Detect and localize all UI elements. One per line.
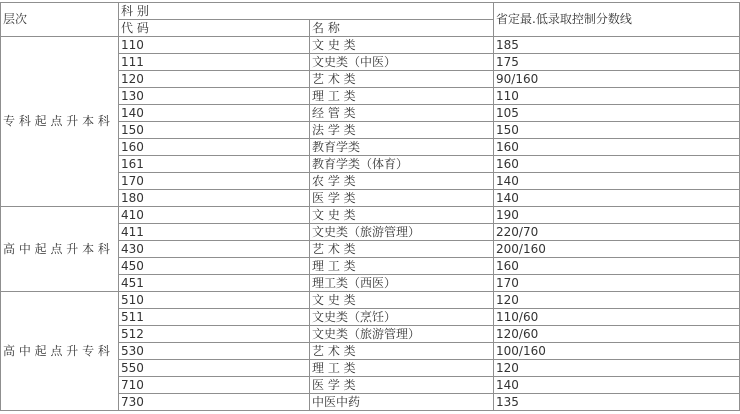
score-cell: 220/70 (494, 224, 740, 241)
name-cell: 理工类（西医） (310, 275, 494, 292)
score-cell: 175 (494, 54, 740, 71)
score-cell: 140 (494, 173, 740, 190)
name-cell: 文史类（旅游管理） (310, 224, 494, 241)
score-cell: 200/160 (494, 241, 740, 258)
score-cell: 120/60 (494, 326, 740, 343)
score-cell: 190 (494, 207, 740, 224)
name-cell: 艺 术 类 (310, 71, 494, 88)
score-cell: 110/60 (494, 309, 740, 326)
code-cell: 180 (119, 190, 310, 207)
header-code: 代 码 (119, 20, 310, 37)
score-cell: 150 (494, 122, 740, 139)
header-level: 层次 (1, 3, 119, 37)
score-cell: 100/160 (494, 343, 740, 360)
score-cell: 105 (494, 105, 740, 122)
header-category: 科 别 (119, 3, 494, 20)
name-cell: 理 工 类 (310, 258, 494, 275)
name-cell: 理 工 类 (310, 88, 494, 105)
level-cell: 高 中 起 点 升 本 科 (1, 207, 119, 292)
code-cell: 111 (119, 54, 310, 71)
code-cell: 730 (119, 394, 310, 411)
code-cell: 110 (119, 37, 310, 54)
table-header (1, 3, 740, 37)
code-cell: 510 (119, 292, 310, 309)
name-cell: 艺 术 类 (310, 343, 494, 360)
score-cell: 160 (494, 139, 740, 156)
name-cell: 教育学类（体育） (310, 156, 494, 173)
score-cell: 120 (494, 292, 740, 309)
code-cell: 161 (119, 156, 310, 173)
code-cell: 411 (119, 224, 310, 241)
score-cell: 90/160 (494, 71, 740, 88)
code-cell: 140 (119, 105, 310, 122)
table-body (1, 37, 740, 411)
code-cell: 130 (119, 88, 310, 105)
code-cell: 410 (119, 207, 310, 224)
score-cell: 160 (494, 258, 740, 275)
name-cell: 文史类（旅游管理） (310, 326, 494, 343)
score-cell: 120 (494, 360, 740, 377)
header-row-1 (1, 3, 740, 20)
level-cell: 高 中 起 点 升 专 科 (1, 292, 119, 411)
code-cell: 451 (119, 275, 310, 292)
score-cell: 110 (494, 88, 740, 105)
name-cell: 文 史 类 (310, 292, 494, 309)
score-cell: 170 (494, 275, 740, 292)
name-cell: 医 学 类 (310, 190, 494, 207)
code-cell: 160 (119, 139, 310, 156)
code-cell: 150 (119, 122, 310, 139)
score-cell: 140 (494, 190, 740, 207)
name-cell: 教育学类 (310, 139, 494, 156)
table-row (1, 292, 740, 309)
code-cell: 430 (119, 241, 310, 258)
name-cell: 艺 术 类 (310, 241, 494, 258)
code-cell: 710 (119, 377, 310, 394)
score-cell: 160 (494, 156, 740, 173)
name-cell: 法 学 类 (310, 122, 494, 139)
name-cell: 经 管 类 (310, 105, 494, 122)
header-score-line: 省定最.低录取控制分数线 (494, 3, 740, 37)
code-cell: 512 (119, 326, 310, 343)
name-cell: 文 史 类 (310, 37, 494, 54)
name-cell: 理 工 类 (310, 360, 494, 377)
code-cell: 550 (119, 360, 310, 377)
name-cell: 文 史 类 (310, 207, 494, 224)
table-row (1, 207, 740, 224)
header-name: 名 称 (310, 20, 494, 37)
score-cell: 140 (494, 377, 740, 394)
score-line-table (0, 2, 740, 411)
code-cell: 530 (119, 343, 310, 360)
score-cell: 185 (494, 37, 740, 54)
name-cell: 医 学 类 (310, 377, 494, 394)
name-cell: 文史类（中医） (310, 54, 494, 71)
name-cell: 农 学 类 (310, 173, 494, 190)
table-row (1, 37, 740, 54)
code-cell: 170 (119, 173, 310, 190)
score-cell: 135 (494, 394, 740, 411)
code-cell: 511 (119, 309, 310, 326)
code-cell: 450 (119, 258, 310, 275)
level-cell: 专 科 起 点 升 本 科 (1, 37, 119, 207)
name-cell: 中医中药 (310, 394, 494, 411)
code-cell: 120 (119, 71, 310, 88)
name-cell: 文史类（烹饪） (310, 309, 494, 326)
